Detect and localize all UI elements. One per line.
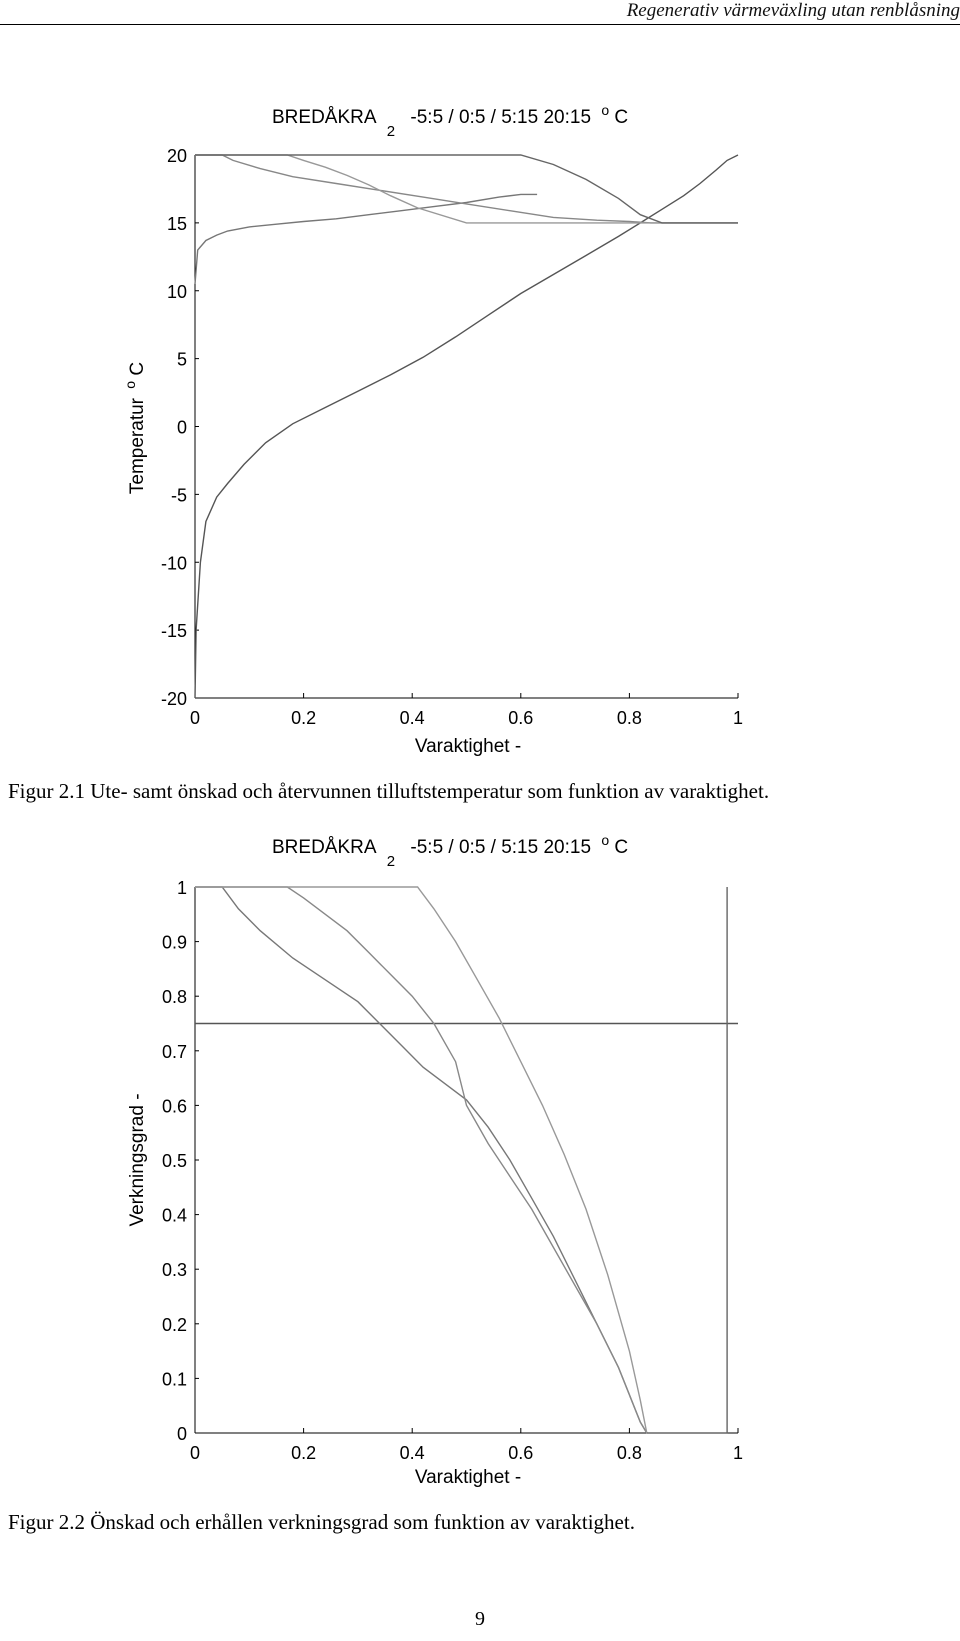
series-line-2 (195, 887, 647, 1433)
y-tick-label: 15 (166, 213, 187, 234)
y-tick-label: -5 (170, 485, 187, 506)
x-axis-label: Varaktighet - (414, 1467, 522, 1488)
figure-2-chart (0, 820, 960, 1510)
series-line-4 (195, 887, 647, 1433)
page-number: 9 (475, 1608, 485, 1630)
series-line-5 (647, 887, 727, 1433)
chart-title-unit-sup: o (601, 832, 610, 848)
series-line-2 (195, 194, 537, 284)
y-axis-label-unit-sup: o (122, 380, 138, 389)
series-line-3 (195, 887, 647, 1433)
figure-1-chart (0, 0, 960, 757)
chart-title-unit: C (614, 107, 629, 128)
y-axis-label-unit: C (127, 361, 148, 376)
x-tick-label: 0.8 (616, 708, 642, 728)
y-tick-label: 0.6 (161, 1096, 187, 1117)
chart-title-sub: 2 (386, 123, 396, 140)
y-axis-label: Verkningsgrad - (127, 1093, 148, 1227)
y-tick-label: 1 (176, 878, 187, 898)
y-axis-label-text: Temperatur (127, 397, 148, 495)
x-tick-label: 0.2 (291, 708, 317, 728)
x-tick-label: 1 (732, 708, 744, 728)
series-line-1 (195, 155, 738, 698)
y-tick-label: 0.9 (161, 932, 187, 953)
running-header: Regenerativ värmeväxling utan renblåsning (626, 0, 960, 21)
y-tick-label: 20 (166, 146, 187, 166)
x-tick-label: 0 (189, 1443, 201, 1463)
y-tick-label: -20 (160, 689, 187, 709)
y-tick-label: 0.8 (161, 987, 187, 1008)
y-tick-label: -10 (160, 553, 187, 574)
chart-title-main: BREDÅKRA (272, 107, 376, 128)
y-axis-label (119, 362, 148, 494)
y-tick-label: -15 (160, 621, 187, 642)
x-tick-label: 0.4 (399, 708, 425, 728)
x-tick-label: 0.4 (399, 1443, 425, 1463)
y-tick-label: 0 (176, 1424, 187, 1444)
y-tick-label: 0.5 (161, 1151, 187, 1171)
chart-title-unit: C (614, 837, 629, 858)
y-tick-label: 10 (166, 281, 187, 302)
chart-title (272, 829, 628, 871)
y-tick-label: 0 (176, 417, 187, 438)
chart-title-sub: 2 (386, 853, 396, 870)
y-tick-label: 0.1 (161, 1369, 187, 1390)
chart-title (272, 99, 628, 141)
chart-title-rest: -5:5 / 0:5 / 5:15 20:15 (410, 107, 592, 128)
x-tick-label: 1 (732, 1443, 744, 1463)
y-tick-label: 0.3 (161, 1260, 187, 1281)
y-tick-label: 0.4 (161, 1205, 187, 1226)
figure-1-caption: Figur 2.1 Ute- samt önskad och återvunnen tilluftstemperatur som funktion av varaktighet. (8, 779, 770, 803)
figure-2-caption: Figur 2.2 Önskad och erhållen verkningsgrad som funktion av varaktighet. (8, 1510, 635, 1534)
y-tick-label: 0.2 (161, 1314, 187, 1335)
x-tick-label: 0.6 (508, 1443, 534, 1463)
chart-title-rest: -5:5 / 0:5 / 5:15 20:15 (410, 837, 592, 858)
x-tick-label: 0.6 (508, 708, 534, 728)
x-axis-label: Varaktighet - (414, 736, 522, 757)
y-tick-label: 0.7 (161, 1041, 187, 1062)
x-tick-label: 0.2 (291, 1443, 317, 1463)
chart-title-main: BREDÅKRA (272, 837, 376, 858)
chart-title-unit-sup: o (601, 102, 610, 118)
x-tick-label: 0 (189, 708, 201, 728)
x-tick-label: 0.8 (616, 1443, 642, 1463)
y-tick-label: 5 (176, 349, 187, 370)
